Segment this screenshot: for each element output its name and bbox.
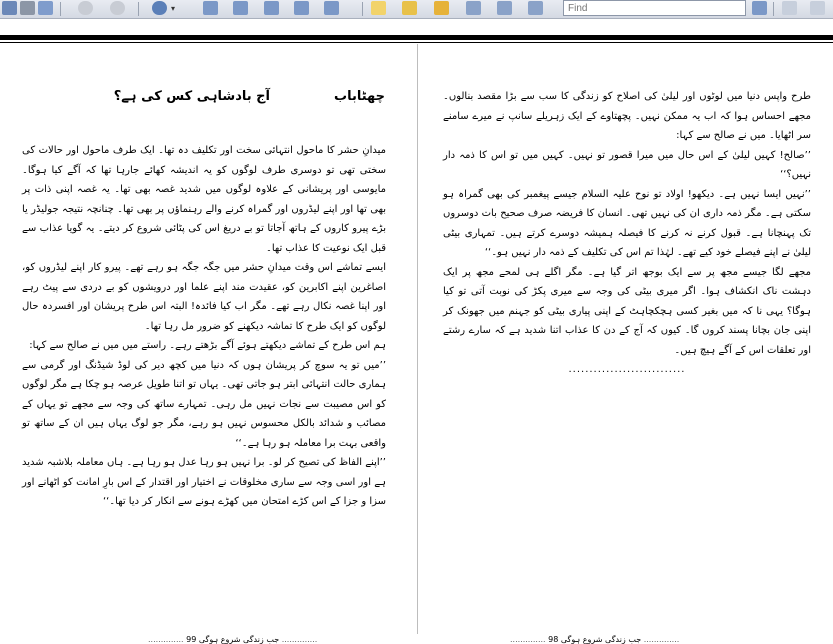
page-99 [0,44,418,644]
zoom-out-icon[interactable] [294,1,309,15]
hand-tool-icon[interactable] [371,1,386,15]
page-98 [418,44,833,644]
page-99-footer [148,635,317,644]
forward-arrow-icon[interactable] [110,1,125,15]
paragraph: ’’اپنے الفاظ کی تصیح کر لو۔ برا نہیں ہو رہا عدل ہو رہا ہے۔ ہاں معاملہ بلاشبہ شدید ہے اور اسی وجہ سے ساری مخلوقات نے اختیار اور اقتدار کے اس بارِ امانت کو اٹھانے اور سزا و جزا کے اس کڑے امتحان میں کھڑے ہونے سے انکار کر دیا تھا۔‘‘ [22,457,386,507]
footer-dots: .............. [148,635,184,644]
notes-icon[interactable] [782,1,797,15]
fit-page-icon[interactable] [203,1,218,15]
save-icon[interactable] [2,1,17,15]
menu-icon[interactable] [810,1,825,15]
footer-book-title: جب زندگی شروع ہوگی [198,635,280,644]
highlight-icon[interactable] [434,1,449,15]
paragraph: ہم اس طرح کے تماشے دیکھتے ہوئے آگے بڑھتے رہے۔ راستے میں میں نے صالح سے کہا: [29,340,386,351]
toolbar [0,0,833,19]
chevron-down-icon[interactable]: ▾ [171,4,176,13]
chapter-title: آج بادشاہی کس کی ہے؟ [113,89,270,104]
zoom-in-icon[interactable] [264,1,279,15]
paragraph: ’’میں تو یہ سوچ کر پریشان ہوں کہ دنیا میں کچھ دیر کی لوڈ شیڈنگ اور گرمی سے ہماری حالت انتہائی ابتر ہو جاتی تھی۔ یہاں تو اتنا طویل عرصہ ہو چکا ہے مگر لوگوں کو اس مصیبت سے نجات نہیں مل رہی۔ تمہارے ساتھ کی وجہ سے مجھے تو یہاں کے مصائب و شدائد بالکل محسوس نہیں ہو رہے، مگر جو لوگ یہاں ہیں ان کے ساتھ تو واقعی بہت برا معاملہ ہو رہا ہے۔‘‘ [22,359,386,449]
email-icon[interactable] [38,1,53,15]
paragraph: میدانِ حشر کا ماحول انتہائی سخت اور تکلیف دہ تھا۔ ایک طرف ماحول اور حالات کی سختی تھی تو دوسری طرف لوگوں کو یہ اندیشہ کھائے جارہا تھا کہ آگے کیا ہوگا۔ مایوسی اور پریشانی کے علاوہ لوگوں میں شدید غصہ بھی تھا۔ یہ غصہ اپنی ذات پر بھی تھا اور اپنے لیڈروں اور گمراہ کرنے والے رہنماؤں پر بھی تھا۔ چنانچہ نتیجہ جولیڈر یا بڑے پیرو کاروں کے ہاتھ آجاتا تو بے دریغ اس کی پٹائی شروع کر دیتے۔ یہ گویا عذاب سے قبل ایک نوعیت کا عذاب تھا۔ [22,145,386,254]
toolbar-separator [362,2,363,16]
toolbar-separator [773,2,774,16]
page-98-footer [510,635,679,644]
find-input[interactable] [563,0,746,16]
library-icon[interactable] [466,1,481,15]
header-rule-thick [0,35,833,40]
chapter-number: چھٹاباب [334,89,385,104]
header-rule-thin [0,42,833,43]
footer-dots: .............. [643,635,680,644]
zoom-icon[interactable] [152,1,167,15]
toolbar-separator [60,2,61,16]
page-98-text [443,87,811,380]
footer-book-title: جب زندگی شروع ہوگی [560,635,642,644]
back-arrow-icon[interactable] [78,1,93,15]
paragraph: ایسے تماشے اس وقت میدانِ حشر میں جگہ جگہ ہو رہے تھے۔ پیرو کار اپنے لیڈروں کو، اصاغرین اپنے اکابرین کو، عقیدت مند اپنے علما اور درویشوں کو بے دردی سے پیٹ رہے اور اپنا غصہ نکال رہے تھے۔ مگر اب کیا فائدہ! البتہ اس طرح پریشان اور افسردہ حال لوگوں کو ایک طرح کا تماشہ دیکھنے کو ضرور مل رہا تھا۔ [22,262,386,332]
footer-dots: .............. [281,635,318,644]
paragraph: ’’نہیں ایسا نہیں ہے۔ دیکھو! اولاد تو نوح علیہ السلام جیسے پیغمبر کی بھی گمراہ ہو سکتی ہے۔ مگر ذمہ داری ان کی نہیں تھی۔ انسان کا فریضہ صرف صحیح بات دوسروں تک پہنچانا ہے۔ قبول کرنے نہ کرنے کا فیصلہ ہمیشہ دوسرے کرتے ہیں۔ تمہاری بیٹی لیلیٰ نے اپنے فیصلے خود کیے تھے۔ لہٰذا تم اس کی تکلیف کے ذمہ دار نہیں ہو۔‘‘ [443,188,811,258]
section-end-dots: ............................ [568,364,686,375]
select-text-icon[interactable] [402,1,417,15]
typewriter-icon[interactable] [497,1,512,15]
print-icon[interactable] [20,1,35,15]
page-number: 98 [548,635,559,644]
rotate-icon[interactable] [324,1,339,15]
page-99-text [22,141,386,512]
paragraph: ’’صالح! کہیں لیلیٰ کے اس حال میں میرا قصور تو نہیں۔ کہیں میں تو اس کا ذمہ دار نہیں؟‘‘ [443,149,811,180]
find-previous-icon[interactable] [752,1,767,15]
fit-width-icon[interactable] [233,1,248,15]
paragraph: طرح واپس دنیا میں لوٹوں اور لیلیٰ کی اصلاح کو زندگی کا سب سے بڑا مقصد بنالوں۔ مجھے احساس ہوا کہ اب یہ ممکن نہیں۔ پچھتاوے کے ایک زہریلے سانپ نے میرے سامنے سر اٹھایا۔ میں نے صالح سے کہا: [443,91,811,141]
paragraph: مجھے لگا جیسے مجھ پر سے ایک بوجھ اتر گیا ہے۔ مگر اگلے ہی لمحے مجھ پر ایک دہشت ناک انکشاف ہوا۔ اگر میری بیٹی کی وجہ سے میری پکڑ کی نوبت آتی تو کیا ہوگا؟ یہی نا کہ میں بغیر کسی ہچکچاہٹ کے اپنی پیاری بیٹی کو جہنم میں جھونک کر اپنی جان بچانا پسند کروں گا۔ کیوں کہ آج کے دن کا عذاب اتنا شدید ہے کہ سارے رشتے اور تعلقات اس کے آگے ہیچ ہیں۔ [443,266,811,356]
snapshot-icon[interactable] [528,1,543,15]
toolbar-separator [138,2,139,16]
page-number: 99 [186,635,197,644]
footer-dots: .............. [510,635,546,644]
